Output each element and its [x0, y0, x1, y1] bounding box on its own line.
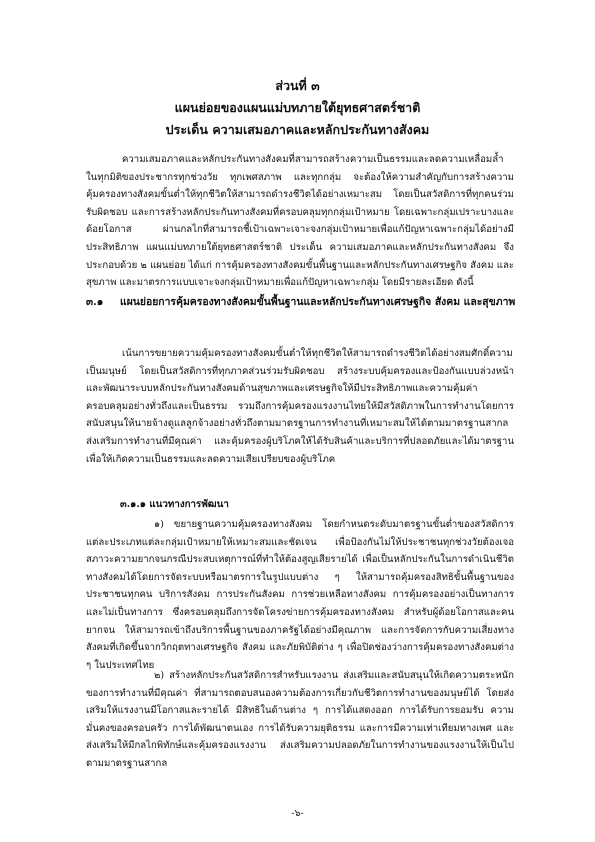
plan-title: แผนย่อยของแผนแม่บทภายใต้ยุทธศาสตร์ชาติ — [174, 100, 421, 115]
intro-paragraph: ความเสมอภาคและหลักประกันทางสังคมที่สามารถสร้างความเป็นธรรมและลดความเหลื่อมล้ำในทุกมิติของประชากรทุกช่วงวัย ทุกเพศสภาพ และทุกกลุ่ม จะต้องให้ความสำคัญกับการสร้างความคุ้มครองทางสังคมขั้นต่ำให้ทุกชีวิตให้สามารถดำรงชีวิตได้อย่างเหมาะสม โดยเป็นสวัสดิการที่ทุกคนร่วมรับผิดชอบ และการสร้างหลักประกันทางสังคมที่ครอบคลุมทุกกลุ่มเป้าหมาย โดยเฉพาะกลุ่มเปราะบางและด้อยโอกาส ผ่านกลไกที่สามารถชี้เป้าเฉพาะเจาะจงกลุ่มเป้าหมายเพื่อแก้ปัญหาเฉพาะกลุ่มได้อย่างมีประสิทธิภาพ แผนแม่บทภายใต้ยุทธศาสตร์ชาติ ประเด็น ความเสมอภาคและหลักประกันทางสังคม จึงประกอบด้วย ๒ แผนย่อย ได้แก่ การคุ้มครองทางสังคมขั้นพื้นฐานและหลักประกันทางเศรษฐกิจ สังคม และสุขภาพ และมาตรการแบบเจาะจงกลุ่มเป้าหมายเพื่อแก้ปัญหาเฉพาะกลุ่ม โดยมีรายละเอียด ดังนี้ — [86, 154, 514, 289]
section-number: ๓.๑ — [86, 296, 104, 308]
section-heading-text: แผนย่อยการคุ้มครองทางสังคมขั้นพื้นฐานและหลักประกันทางเศรษฐกิจ สังคม และสุขภาพ — [120, 296, 516, 308]
part-title: ส่วนที่ ๓ — [275, 78, 320, 93]
section-body-paragraph: เน้นการขยายความคุ้มครองทางสังคมขั้นต่ำให้ทุกชีวิตให้สามารถดำรงชีวิตได้อย่างสมศักดิ์ความเป็นมนุษย์ โดยเป็นสวัสดิการที่ทุกภาคส่วนร่วมรับผิดชอบ สร้างระบบคุ้มครองและป้องกันแบบล่วงหน้า และพัฒนาระบบหลักประกันทางสังคมด้านสุขภาพและเศรษฐกิจให้มีประสิทธิภาพและความคุ้มค่า ครอบคลุมอย่างทั่วถึงและเป็นธรรม รวมถึงการคุ้มครองแรงงานไทยให้มีสวัสดิภาพในการทำงานโดยการสนับสนุนให้นายจ้างดูแลลูกจ้างอย่างทั่วถึงตามมาตรฐานการทำงานที่เหมาะสมให้ได้ตามมาตรฐานสากล ส่งเสริมการทำงานที่มีคุณค่า และคุ้มครองผู้บริโภคให้ได้รับสินค้าและบริการที่ปลอดภัยและได้มาตรฐาน เพื่อให้เกิดความเป็นธรรมและลดความเสียเปรียบของผู้บริโภค — [86, 348, 514, 465]
page-number: -๖- — [291, 808, 304, 819]
development-guideline-heading: ๓.๑.๑ แนวทางการพัฒนา — [120, 499, 229, 510]
issue-title: ประเด็น ความเสมอภาคและหลักประกันทางสังคม — [165, 122, 430, 137]
guideline-item-1: ๑) ขยายฐานความคุ้มครองทางสังคม โดยกำหนดระดับมาตรฐานขั้นต่ำของสวัสดิการแต่ละประเภทแต่ละกลุ่มเป้าหมายให้เหมาะสมและชัดเจน เพื่อป้องกันไม่ให้ประชาชนทุกช่วงวัยต้องเจอสภาวะความยากจนกรณีประสบเหตุการณ์ที่ทำให้ต้องสูญเสียรายได้ เพื่อเป็นหลักประกันในการดำเนินชีวิตทางสังคมได้โดยการจัดระบบหรือมาตรการในรูปแบบต่าง ๆ ให้สามารถคุ้มครองสิทธิขั้นพื้นฐานของประชาชนทุกคน บริการสังคม การประกันสังคม การช่วยเหลือทางสังคม การคุ้มครองอย่างเป็นทางการและไม่เป็นทางการ ซึ่งครอบคลุมถึงการจัดโครงข่ายการคุ้มครองทางสังคม สำหรับผู้ด้อยโอกาสและคนยากจน ให้สามารถเข้าถึงบริการพื้นฐานของภาครัฐได้อย่างมีคุณภาพ และการจัดการกับความเสี่ยงทางสังคมที่เกิดขึ้นจากวิกฤตทางเศรษฐกิจ สังคม และภัยพิบัติต่าง ๆ เพื่อปิดช่องว่างการคุ้มครองทางสังคมต่าง ๆ ในประเทศไทย — [86, 519, 514, 671]
guideline-item-2: ๒) สร้างหลักประกันสวัสดิการสำหรับแรงงาน ส่งเสริมและสนับสนุนให้เกิดความตระหนักของการทำงานที่มีคุณค่า ที่สามารถตอบสนองความต้องการเกี่ยวกับชีวิตการทำงานของมนุษย์ได้ โดยส่งเสริมให้แรงงานมีโอกาสและรายได้ มีสิทธิในด้านต่าง ๆ การได้แสดงออก การได้รับการยอมรับ ความมั่นคงของครอบครัว การได้พัฒนาตนเอง การได้รับความยุติธรรม และการมีความเท่าเทียมทางเพศ และส่งเสริมให้มีกลไกพิทักษ์และคุ้มครองแรงงาน ส่งเสริมความปลอดภัยในการทำงานของแรงงานให้เป็นไปตามมาตรฐานสากล — [86, 670, 514, 769]
